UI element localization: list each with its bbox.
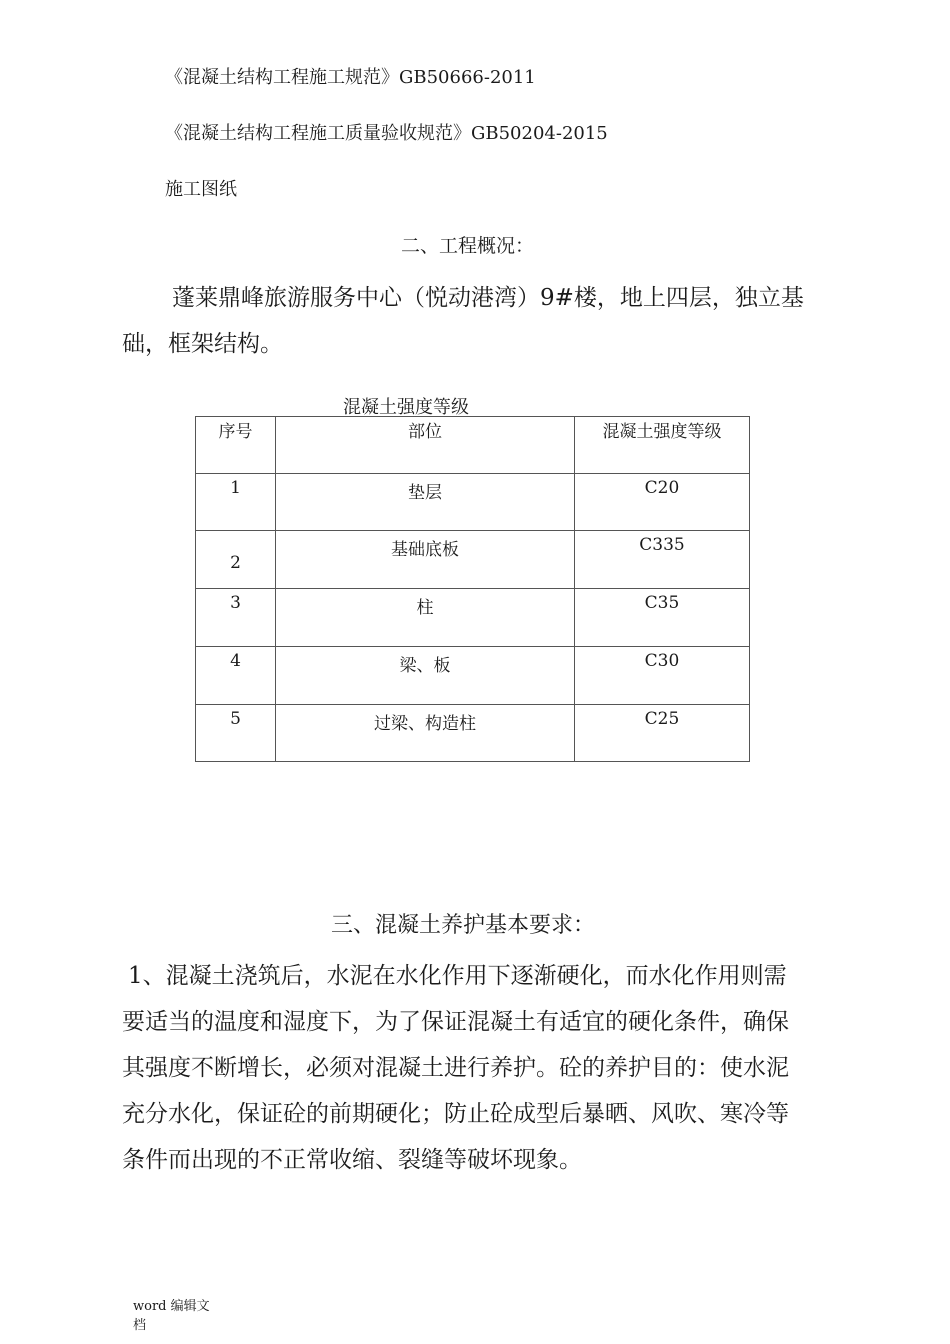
column-header: 混凝土强度等级 <box>602 422 722 442</box>
row-grade: C30 <box>644 651 680 671</box>
footer-line: 档 <box>133 1318 147 1333</box>
row-part: 过梁、构造柱 <box>374 714 476 734</box>
row-part: 梁、板 <box>399 656 451 676</box>
row-number: 3 <box>230 593 241 613</box>
table-row <box>196 647 750 705</box>
column-header: 序号 <box>218 422 253 442</box>
row-number: 1 <box>230 478 241 498</box>
paragraph-line: 础，框架结构。 <box>122 331 283 357</box>
paragraph-line: 充分水化，保证砼的前期硬化；防止砼成型后暴晒、风吹、寒冷等 <box>122 1101 789 1127</box>
row-grade: C35 <box>644 593 680 613</box>
row-grade: C335 <box>639 535 685 555</box>
paragraph-line: 1、混凝土浇筑后，水泥在水化作用下逐渐硬化，而水化作用则需 <box>128 963 787 989</box>
reference-item: 《混凝土结构工程施工规范》GB50666-2011 <box>165 67 536 88</box>
table-caption: 混凝土强度等级 <box>343 397 469 418</box>
row-part: 柱 <box>416 598 434 618</box>
row-number: 2 <box>230 553 241 573</box>
row-grade: C20 <box>644 478 680 498</box>
footer-line: word 编辑文 <box>133 1299 210 1314</box>
table-header-row <box>196 417 750 474</box>
table-row <box>196 589 750 647</box>
reference-item: 施工图纸 <box>165 179 237 200</box>
table-row <box>196 531 750 589</box>
row-number: 5 <box>230 709 241 729</box>
paragraph-line: 条件而出现的不正常收缩、裂缝等破坏现象。 <box>122 1147 582 1173</box>
paragraph-line: 要适当的温度和湿度下，为了保证混凝土有适宜的硬化条件，确保 <box>122 1009 789 1035</box>
section-heading: 三、混凝土养护基本要求： <box>331 913 596 938</box>
row-part: 基础底板 <box>391 540 459 560</box>
reference-item: 《混凝土结构工程施工质量验收规范》GB50204-2015 <box>165 123 608 144</box>
table-row <box>196 474 750 531</box>
concrete-grade-table <box>195 416 750 762</box>
row-grade: C25 <box>644 709 680 729</box>
row-part: 垫层 <box>408 483 442 503</box>
section-heading: 二、工程概况： <box>401 235 535 257</box>
paragraph-line: 蓬莱鼎峰旅游服务中心（悦动港湾）9#楼，地上四层，独立基 <box>172 285 804 311</box>
paragraph-line: 其强度不断增长，必须对混凝土进行养护。砼的养护目的：使水泥 <box>122 1055 789 1081</box>
column-header: 部位 <box>408 422 442 442</box>
table-row <box>196 705 750 762</box>
page-footer <box>133 1297 210 1335</box>
row-number: 4 <box>230 651 241 671</box>
